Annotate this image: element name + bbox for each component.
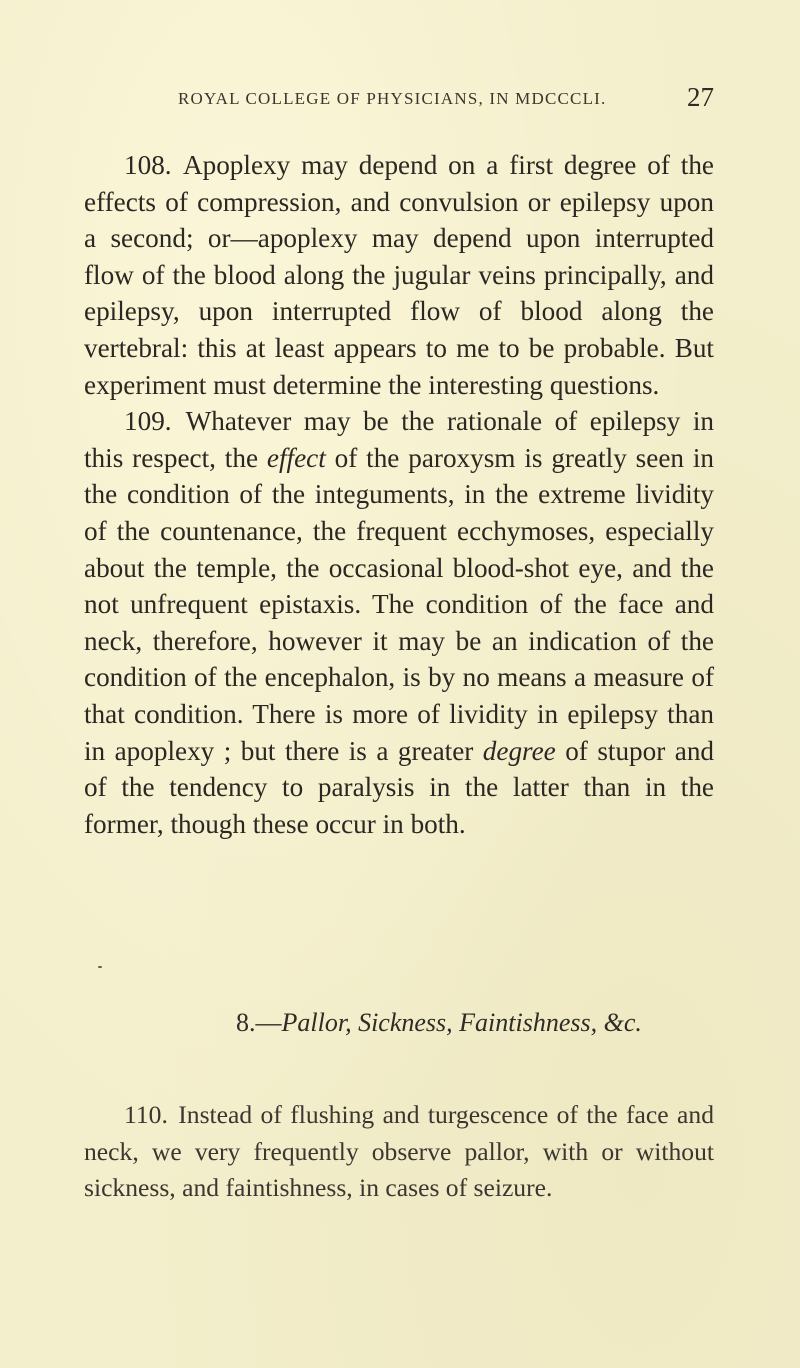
section-title: Pallor, Sickness, Faintishness, &c. <box>281 1008 642 1037</box>
section-heading <box>84 1006 714 1040</box>
paragraph-text: of stupor and of the tendency to paralysis in the latter than in the former, though these occur in both. <box>84 735 715 839</box>
paragraph-text: Apoplexy may depend on a first degree of the effects of compression, and convulsion or epilepsy upon a second; or—apoplexy may depend upon interrupted flow of the blood along the jugular veins principally, and epilepsy, upon interrupted flow of blood along the vertebral: this at least appears to me to be probable. But experiment must determine the interesting questions. <box>84 150 714 400</box>
paragraph-109 <box>84 403 714 842</box>
paragraph-number: 108. <box>124 150 172 180</box>
page-number: 27 <box>687 82 714 112</box>
secondary-text <box>84 1097 714 1207</box>
paragraph-text: of the paroxysm is greatly seen in the condition of the integuments, in the extreme lividity of the countenance, the frequent ecchymoses, especially about the temple, the occasional blood-shot eye, and the not unfrequent epistaxis. The condition of the face and neck, therefore, however it may be an indication of the condition of the encephalon, is by no means a measure of that condition. There is more of lividity in epilepsy than in apoplexy ; but there is a greater <box>84 442 714 766</box>
section-number: 8.— <box>236 1008 282 1037</box>
paragraph-108 <box>84 147 714 403</box>
italic-emphasis: effect <box>266 442 326 473</box>
print-speck <box>98 966 102 968</box>
main-text <box>84 147 714 842</box>
italic-emphasis: degree <box>482 735 556 766</box>
paragraph-number: 109. <box>124 406 172 437</box>
running-head: ROYAL COLLEGE OF PHYSICIANS, IN MDCCCLI. <box>178 89 607 108</box>
paragraph-text: Whatever may be the rationale of epilepsy in this respect, the <box>84 406 715 473</box>
paragraph-number: 110. <box>124 1100 168 1129</box>
page-header <box>84 82 714 122</box>
paragraph-text: Instead of flushing and turgescence of the face and neck, we very frequently observe pallor, with or without sickness, and faintishness, in cases of seizure. <box>84 1100 714 1203</box>
paragraph-110 <box>84 1097 714 1207</box>
